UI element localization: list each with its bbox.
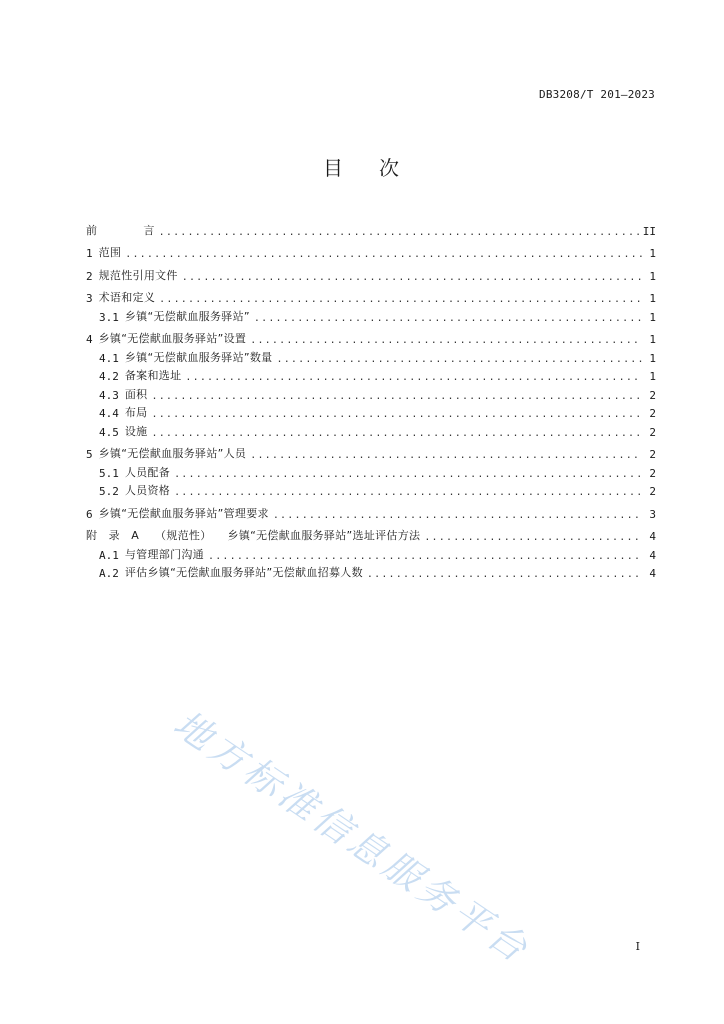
- appendix-title: 乡镇“无偿献血服务驿站”选址评估方法: [227, 529, 421, 542]
- toc-number: 3.1: [99, 310, 119, 324]
- toc-number: 3: [86, 292, 93, 305]
- toc-entry-4[interactable]: [86, 328, 656, 347]
- toc-number: 4.2: [99, 370, 119, 383]
- dot-leader: [273, 510, 642, 521]
- toc-page-number: 3: [649, 507, 656, 521]
- toc-number: 2: [86, 269, 93, 283]
- appendix-prefix: 附 录 A: [86, 529, 140, 542]
- toc-label: 乡镇“无偿献血服务驿站”人员: [98, 447, 247, 460]
- toc-page-number: 4: [649, 548, 656, 562]
- dot-leader: [276, 354, 642, 365]
- toc-entry-3[interactable]: [86, 287, 656, 306]
- dot-leader: [250, 335, 642, 346]
- toc-page-number: 2: [649, 485, 656, 498]
- title-char-1: 目: [323, 156, 345, 180]
- toc-label: 面积: [124, 387, 148, 401]
- watermark: 地方标准信息服务平台: [166, 702, 539, 973]
- dot-leader: [151, 409, 642, 420]
- toc-page-number: 1: [649, 333, 656, 346]
- toc-page-number: 1: [649, 269, 656, 283]
- toc-page-number: 1: [649, 351, 656, 365]
- toc-entry-4-3[interactable]: [86, 383, 656, 402]
- dot-leader: [174, 469, 642, 480]
- dot-leader: [182, 272, 642, 283]
- page-number: I: [635, 940, 640, 953]
- toc-number: 1: [86, 247, 93, 260]
- toc-label: 乡镇“无偿献血服务驿站”设置: [98, 332, 247, 345]
- toc-label: 范围: [98, 246, 122, 259]
- dot-leader: [151, 391, 642, 402]
- toc-number: 4.1: [99, 351, 119, 365]
- toc-page-number: 2: [649, 425, 656, 439]
- toc-number: 6: [86, 507, 93, 521]
- document-code: DB3208/T 201—2023: [539, 88, 655, 101]
- dot-leader: [250, 450, 642, 461]
- title-char-2: 次: [379, 156, 401, 180]
- toc-number: 5.2: [99, 485, 119, 498]
- toc-label: 评估乡镇“无偿献血服务驿站”无偿献血招募人数: [124, 566, 363, 579]
- toc-label: 设施: [124, 424, 148, 438]
- toc-page-number: 1: [649, 370, 656, 383]
- toc-page-number: 2: [649, 448, 656, 461]
- toc-entry-4-5[interactable]: [86, 420, 656, 439]
- toc-entry-4-1[interactable]: [86, 346, 656, 365]
- dot-leader: [151, 428, 642, 439]
- toc-page-number: 1: [649, 247, 656, 260]
- toc-page-number: 2: [649, 388, 656, 402]
- toc-entry-2[interactable]: [86, 264, 656, 283]
- toc-page-number: 1: [649, 310, 656, 324]
- toc-number: 4.3: [99, 388, 119, 402]
- toc-entry-3-1[interactable]: [86, 305, 656, 324]
- toc-label: 规范性引用文件: [98, 268, 178, 282]
- dot-leader: [254, 313, 642, 324]
- dot-leader: [185, 372, 642, 383]
- toc-label: 乡镇“无偿献血服务驿站”管理要求: [98, 506, 269, 520]
- toc-number: 4: [86, 333, 93, 346]
- toc-number: A.2: [99, 567, 119, 580]
- appendix-type: （规范性）: [155, 529, 212, 542]
- page-title: [0, 152, 724, 181]
- toc-entry-5-1[interactable]: [86, 461, 656, 480]
- toc-entry-a-1[interactable]: [86, 543, 656, 562]
- toc-label: 乡镇“无偿献血服务驿站”: [124, 309, 250, 323]
- toc-label: 前 言: [86, 223, 155, 237]
- toc-entry-a-2[interactable]: [86, 562, 656, 581]
- toc-entry-5-2[interactable]: [86, 480, 656, 499]
- toc-entry-1[interactable]: [86, 242, 656, 261]
- toc-label: 与管理部门沟通: [124, 547, 204, 561]
- toc-label: 布局: [124, 406, 148, 419]
- toc-entry-4-4[interactable]: [86, 402, 656, 421]
- toc-label: [86, 527, 420, 543]
- toc-page-number: II: [642, 224, 656, 238]
- toc-page-number: 1: [649, 292, 656, 305]
- dot-leader: [159, 294, 642, 305]
- toc-page-number: 4: [649, 530, 656, 543]
- toc-number: 4.4: [99, 407, 119, 420]
- toc-label: 术语和定义: [98, 291, 156, 304]
- toc-number: 5: [86, 448, 93, 461]
- toc-number: 5.1: [99, 466, 119, 480]
- toc-label: 备案和选址: [124, 369, 182, 382]
- dot-leader: [159, 227, 639, 238]
- dot-leader: [208, 551, 642, 562]
- dot-leader: [424, 532, 642, 543]
- toc-label: 人员资格: [124, 484, 171, 497]
- toc-label: 乡镇“无偿献血服务驿站”数量: [124, 350, 273, 364]
- toc-label: 人员配备: [124, 465, 171, 479]
- dot-leader: [367, 569, 642, 580]
- toc-entry-5[interactable]: [86, 443, 656, 462]
- toc-entry-foreword[interactable]: [86, 219, 656, 238]
- dot-leader: [125, 249, 642, 260]
- toc-number: 4.5: [99, 425, 119, 439]
- table-of-contents: [86, 219, 656, 580]
- dot-leader: [174, 487, 642, 498]
- toc-page-number: 2: [649, 407, 656, 420]
- toc-entry-4-2[interactable]: [86, 365, 656, 384]
- toc-number: A.1: [99, 548, 119, 562]
- toc-page-number: 2: [649, 466, 656, 480]
- toc-entry-appendix-a[interactable]: [86, 525, 656, 544]
- toc-page-number: 4: [649, 567, 656, 580]
- toc-entry-6[interactable]: [86, 502, 656, 521]
